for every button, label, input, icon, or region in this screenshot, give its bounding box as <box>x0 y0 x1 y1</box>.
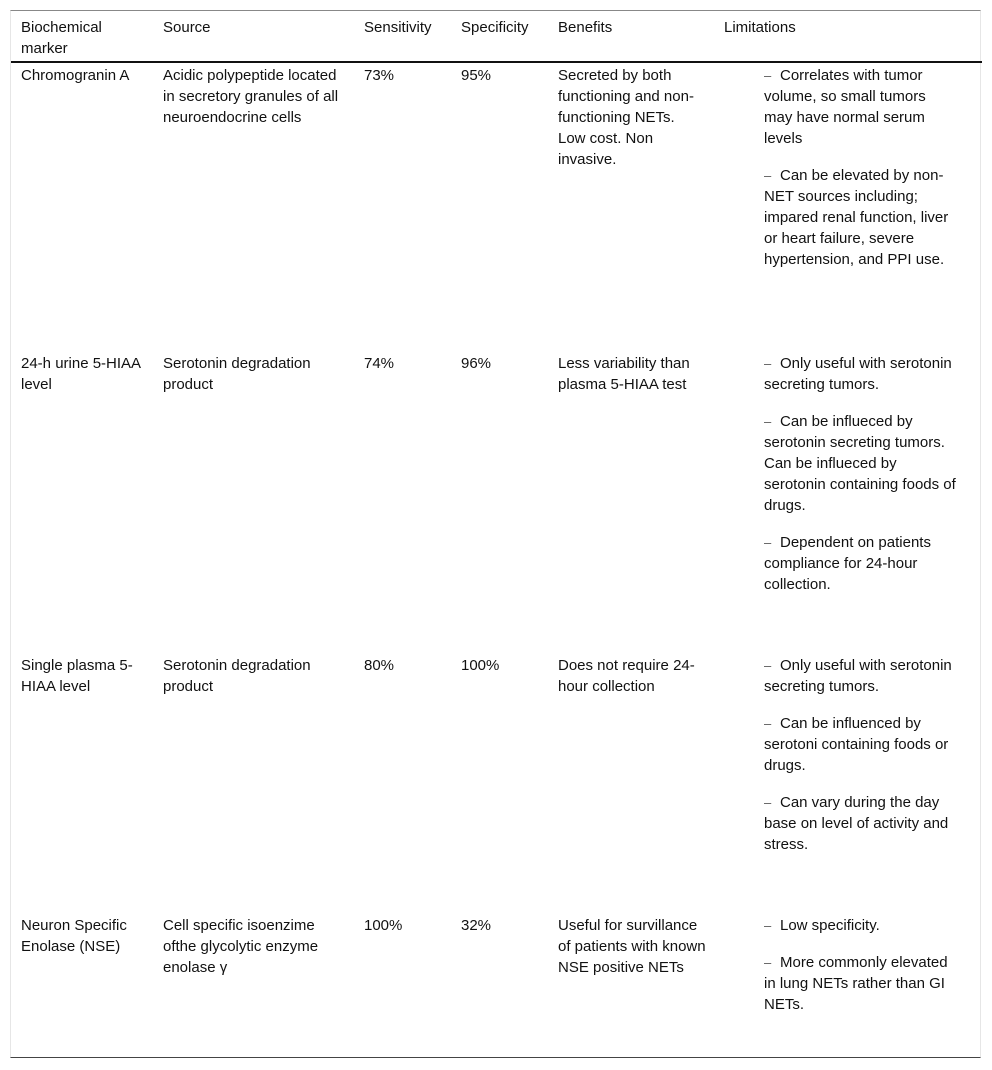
limitation-item: – Can vary during the day base on level of activity and stress. <box>764 794 949 853</box>
cell-benefits: Secreted by both functioning and non-functioning NETs. Low cost. Non invasive. <box>558 67 694 168</box>
header-biochemical-marker: Biochemical marker <box>11 11 163 62</box>
dash-bullet-icon: – <box>764 414 772 429</box>
cell-limitations <box>724 351 982 653</box>
dash-bullet-icon: – <box>764 716 772 731</box>
cell-specificity: 95% <box>461 67 492 84</box>
limitation-item: – Low specificity. <box>764 917 880 934</box>
header-sensitivity: Sensitivity <box>364 11 461 62</box>
dash-bullet-icon: – <box>764 68 772 83</box>
table-row <box>11 351 982 653</box>
header-specificity: Specificity <box>461 11 558 62</box>
limitations-list <box>724 65 982 270</box>
cell-marker: 24-h urine 5-HIAA level <box>21 355 141 393</box>
cell-benefits: Less variability than plasma 5-HIAA test <box>558 355 690 393</box>
table-row <box>11 653 982 913</box>
cell-source: Serotonin degradation product <box>163 355 311 393</box>
cell-sensitivity: 73% <box>364 67 395 84</box>
cell-specificity: 100% <box>461 657 500 674</box>
cell-limitations <box>724 62 982 351</box>
marker-table-frame <box>10 10 981 1058</box>
cell-sensitivity: 74% <box>364 355 395 372</box>
limitation-item: – Only useful with serotonin secreting tumors. <box>764 657 952 695</box>
limitation-item: – More commonly elevated in lung NETs rather than GI NETs. <box>764 954 948 1013</box>
cell-benefits: Does not require 24-hour collection <box>558 657 695 695</box>
dash-bullet-icon: – <box>764 168 772 183</box>
dash-bullet-icon: – <box>764 955 772 970</box>
limitation-item: – Can be influenced by serotoni containing foods or drugs. <box>764 715 949 774</box>
limitations-list <box>724 655 982 855</box>
header-benefits: Benefits <box>558 11 724 62</box>
dash-bullet-icon: – <box>764 918 772 933</box>
table-body <box>11 62 982 1049</box>
dash-bullet-icon: – <box>764 658 772 673</box>
limitation-item: – Dependent on patients compliance for 24-hour collection. <box>764 534 931 593</box>
table-row <box>11 913 982 1049</box>
cell-source: Cell specific isoenzime ofthe glycolytic enzyme enolase γ <box>163 917 319 976</box>
table-row <box>11 62 982 351</box>
limitation-item: – Correlates with tumor volume, so small tumors may have normal serum levels <box>764 67 926 147</box>
cell-sensitivity: 80% <box>364 657 395 674</box>
cell-source: Serotonin degradation product <box>163 657 311 695</box>
limitation-item: – Can be influeced by serotonin secreting tumors. Can be influeced by serotonin containing foods of drugs. <box>764 413 956 514</box>
cell-limitations <box>724 913 982 1049</box>
cell-limitations <box>724 653 982 913</box>
cell-marker: Single plasma 5-HIAA level <box>21 657 133 695</box>
limitations-list <box>724 915 982 1015</box>
table-header <box>11 11 982 62</box>
cell-specificity: 96% <box>461 355 492 372</box>
cell-benefits: Useful for survillance of patients with known NSE positive NETs <box>558 917 706 976</box>
dash-bullet-icon: – <box>764 356 772 371</box>
cell-source: Acidic polypeptide located in secretory granules of all neuroendocrine cells <box>163 67 339 126</box>
header-row <box>11 11 982 62</box>
header-limitations: Limitations <box>724 11 982 62</box>
dash-bullet-icon: – <box>764 535 772 550</box>
header-source: Source <box>163 11 364 62</box>
limitations-list <box>724 353 982 595</box>
limitation-item: – Only useful with serotonin secreting tumors. <box>764 355 952 393</box>
dash-bullet-icon: – <box>764 795 772 810</box>
limitation-item: – Can be elevated by non-NET sources including; impared renal function, liver or heart failure, severe hypertension, and PPI use. <box>764 167 949 268</box>
cell-sensitivity: 100% <box>364 917 403 934</box>
cell-specificity: 32% <box>461 917 492 934</box>
cell-marker: Chromogranin A <box>21 67 130 84</box>
biochemical-marker-table <box>11 11 982 1049</box>
cell-marker: Neuron Specific Enolase (NSE) <box>21 917 127 955</box>
